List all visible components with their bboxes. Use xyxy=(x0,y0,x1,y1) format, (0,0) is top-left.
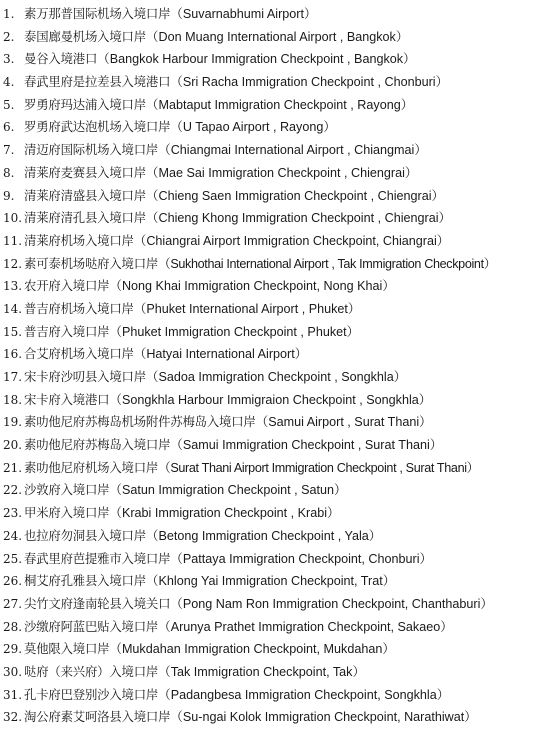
item-number: 17. xyxy=(3,370,23,384)
item-chinese-name: 沙敦府入境口岸 xyxy=(24,482,110,498)
item-english-name: （Chiangrai Airport Immigration Checkpoint, Chiangrai） xyxy=(133,233,450,248)
item-number: 21. xyxy=(3,460,23,475)
item-english-name: （Suvarnabhumi Airport） xyxy=(170,7,317,21)
item-chinese-name: 清莱府麦赛县入境口岸 xyxy=(24,164,146,180)
item-english-name: （Surat Thani Airport Immigration Checkpoint , Surat Thani） xyxy=(158,460,479,475)
list-item xyxy=(0,570,556,593)
item-chinese-name: 罗勇府玛达浦入境口岸 xyxy=(24,96,146,112)
item-number: 32. xyxy=(3,710,23,725)
item-chinese-name: 也拉府勿洞县入境口岸 xyxy=(24,527,146,543)
list-item xyxy=(0,638,556,661)
list-item xyxy=(0,94,556,117)
item-english-name: （Krabi Immigration Checkpoint , Krabi） xyxy=(109,506,340,521)
item-english-name: （Mukdahan Immigration Checkpoint, Mukdahan） xyxy=(109,642,395,657)
item-chinese-name: 素万那普国际机场入境口岸 xyxy=(24,6,171,21)
item-chinese-name: 春武里府是拉差县入境港口 xyxy=(24,74,171,90)
item-number: 12. xyxy=(3,256,23,271)
item-english-name: （Betong Immigration Checkpoint , Yala） xyxy=(145,528,382,543)
item-number: 16. xyxy=(3,347,23,362)
item-number: 10. xyxy=(3,211,23,226)
list-item xyxy=(0,706,556,729)
item-number: 11. xyxy=(3,233,23,248)
list-item xyxy=(0,116,556,139)
item-number: 31. xyxy=(3,687,23,702)
item-chinese-name: 孔卡府巴登别沙入境口岸 xyxy=(24,686,159,702)
item-number: 9. xyxy=(3,188,15,203)
item-number: 8. xyxy=(3,165,15,180)
item-english-name: （Samui Immigration Checkpoint , Surat Thani） xyxy=(170,438,443,453)
item-chinese-name: 合艾府机场入境口岸 xyxy=(24,346,134,362)
item-number: 27. xyxy=(3,596,23,611)
item-number: 7. xyxy=(3,143,15,158)
item-english-name: （Khlong Yai Immigration Checkpoint, Trat） xyxy=(145,574,396,589)
item-number: 26. xyxy=(3,574,23,589)
item-chinese-name: 素叻他尼府机场入境口岸 xyxy=(24,459,159,475)
item-number: 13. xyxy=(3,279,23,294)
item-chinese-name: 素叻他尼府苏梅岛机场附件苏梅岛入境口岸 xyxy=(24,414,256,430)
item-chinese-name: 农开府入境口岸 xyxy=(24,278,110,294)
item-chinese-name: 普吉府入境口岸 xyxy=(24,323,110,339)
item-chinese-name: 哒府（来兴府）入境口岸 xyxy=(24,663,159,679)
item-number: 25. xyxy=(3,551,23,566)
item-english-name: （Pattaya Immigration Checkpoint, Chonburi） xyxy=(170,551,433,566)
item-english-name: （Songkhla Harbour Immigraion Checkpoint , Songkhla） xyxy=(109,392,432,407)
item-number: 19. xyxy=(3,415,23,430)
list-item xyxy=(0,3,556,26)
item-chinese-name: 清莱府机场入境口岸 xyxy=(24,232,134,248)
item-number: 3. xyxy=(3,52,15,67)
item-english-name: （Pong Nam Ron Immigration Checkpoint, Chanthaburi） xyxy=(170,596,493,611)
item-number: 14. xyxy=(3,301,23,316)
list-item xyxy=(0,479,556,502)
item-chinese-name: 甲米府入境口岸 xyxy=(24,505,110,521)
item-chinese-name: 清迈府国际机场入境口岸 xyxy=(24,142,159,158)
item-chinese-name: 素叻他尼府苏梅岛入境口岸 xyxy=(24,437,171,453)
item-english-name: （Chieng Khong Immigration Checkpoint , Chiengrai） xyxy=(145,211,452,226)
item-english-name: （U Tapao Airport , Rayong） xyxy=(170,120,336,135)
item-number: 24. xyxy=(3,528,23,543)
item-english-name: （Sri Racha Immigration Checkpoint , Chonburi） xyxy=(170,75,449,90)
item-chinese-name: 罗勇府武达泡机场入境口岸 xyxy=(24,119,171,135)
item-number: 15. xyxy=(3,324,23,339)
item-english-name: （Satun Immigration Checkpoint , Satun） xyxy=(109,483,347,498)
list-item xyxy=(0,525,556,548)
list-item xyxy=(0,298,556,321)
list-item xyxy=(0,321,556,344)
list-item xyxy=(0,548,556,571)
list-item xyxy=(0,26,556,49)
item-english-name: （Phuket Immigration Checkpoint , Phuket） xyxy=(109,324,360,339)
item-english-name: （Sukhothai International Airport , Tak Immigration Checkpoint） xyxy=(158,256,496,271)
item-number: 1. xyxy=(3,7,15,21)
checkpoint-list xyxy=(0,3,556,729)
list-item xyxy=(0,139,556,162)
item-number: 23. xyxy=(3,506,23,521)
list-item xyxy=(0,207,556,230)
item-english-name: （Hatyai International Airport） xyxy=(133,347,308,362)
item-chinese-name: 素可泰机场哒府入境口岸 xyxy=(24,255,159,271)
item-chinese-name: 春武里府芭提雅市入境口岸 xyxy=(24,550,171,566)
item-number: 2. xyxy=(3,29,15,44)
list-item xyxy=(0,275,556,298)
list-item xyxy=(0,434,556,457)
list-item xyxy=(0,593,556,616)
item-number: 5. xyxy=(3,97,15,112)
item-chinese-name: 普吉府机场入境口岸 xyxy=(24,300,134,316)
item-english-name: （Bangkok Harbour Immigration Checkpoint , Bangkok） xyxy=(97,52,416,67)
item-english-name: （Padangbesa Immigration Checkpoint, Songkhla） xyxy=(158,687,450,702)
item-english-name: （Tak Immigration Checkpoint, Tak） xyxy=(158,664,366,679)
list-item xyxy=(0,684,556,707)
list-item xyxy=(0,616,556,639)
item-english-name: （Mabtaput Immigration Checkpoint , Rayong） xyxy=(145,97,414,112)
item-number: 22. xyxy=(3,483,23,498)
list-item xyxy=(0,253,556,276)
list-item xyxy=(0,661,556,684)
item-chinese-name: 淘公府素艾呵洛县入境口岸 xyxy=(24,709,171,725)
list-item xyxy=(0,457,556,480)
item-chinese-name: 曼谷入境港口 xyxy=(24,51,98,67)
item-chinese-name: 沙缴府阿蓝巴贴入境口岸 xyxy=(24,618,159,634)
item-number: 18. xyxy=(3,392,23,407)
list-item xyxy=(0,48,556,71)
item-chinese-name: 宋卡府沙叨县入境口岸 xyxy=(24,369,146,384)
item-chinese-name: 清莱府清盛县入境口岸 xyxy=(24,187,146,203)
list-item xyxy=(0,71,556,94)
list-item xyxy=(0,389,556,412)
item-number: 20. xyxy=(3,438,23,453)
item-english-name: （Phuket International Airport , Phuket） xyxy=(133,301,361,316)
item-number: 30. xyxy=(3,664,23,679)
item-english-name: （Mae Sai Immigration Checkpoint , Chiengrai） xyxy=(145,165,418,180)
item-chinese-name: 尖竹文府逢南轮县入境关口 xyxy=(24,595,171,611)
list-item xyxy=(0,162,556,185)
item-number: 28. xyxy=(3,619,23,634)
item-english-name: （Arunya Prathet Immigration Checkpoint, Sakaeo） xyxy=(158,619,453,634)
item-chinese-name: 桐艾府孔雅县入境口岸 xyxy=(24,573,146,589)
item-number: 6. xyxy=(3,120,15,135)
item-english-name: （Don Muang International Airport , Bangkok） xyxy=(145,29,409,44)
item-english-name: （Samui Airport , Surat Thani） xyxy=(255,415,432,430)
item-english-name: （Chieng Saen Immigration Checkpoint , Chiengrai） xyxy=(145,188,445,203)
list-item xyxy=(0,366,556,389)
list-item xyxy=(0,411,556,434)
item-chinese-name: 清莱府清孔县入境口岸 xyxy=(24,210,146,226)
item-chinese-name: 宋卡府入境港口 xyxy=(24,391,110,407)
item-english-name: （Sadoa Immigration Checkpoint , Songkhla） xyxy=(145,370,407,384)
list-item xyxy=(0,185,556,208)
list-item xyxy=(0,502,556,525)
item-english-name: （Nong Khai Immigration Checkpoint, Nong Khai） xyxy=(109,279,395,294)
item-number: 4. xyxy=(3,75,15,90)
item-english-name: （Su-ngai Kolok Immigration Checkpoint, Narathiwat） xyxy=(170,710,477,725)
list-item xyxy=(0,230,556,253)
item-chinese-name: 莫他限入境口岸 xyxy=(24,641,110,657)
list-item xyxy=(0,343,556,366)
item-english-name: （Chiangmai International Airport , Chiangmai） xyxy=(158,143,427,158)
item-number: 29. xyxy=(3,642,23,657)
item-chinese-name: 泰国廊曼机场入境口岸 xyxy=(24,28,146,44)
